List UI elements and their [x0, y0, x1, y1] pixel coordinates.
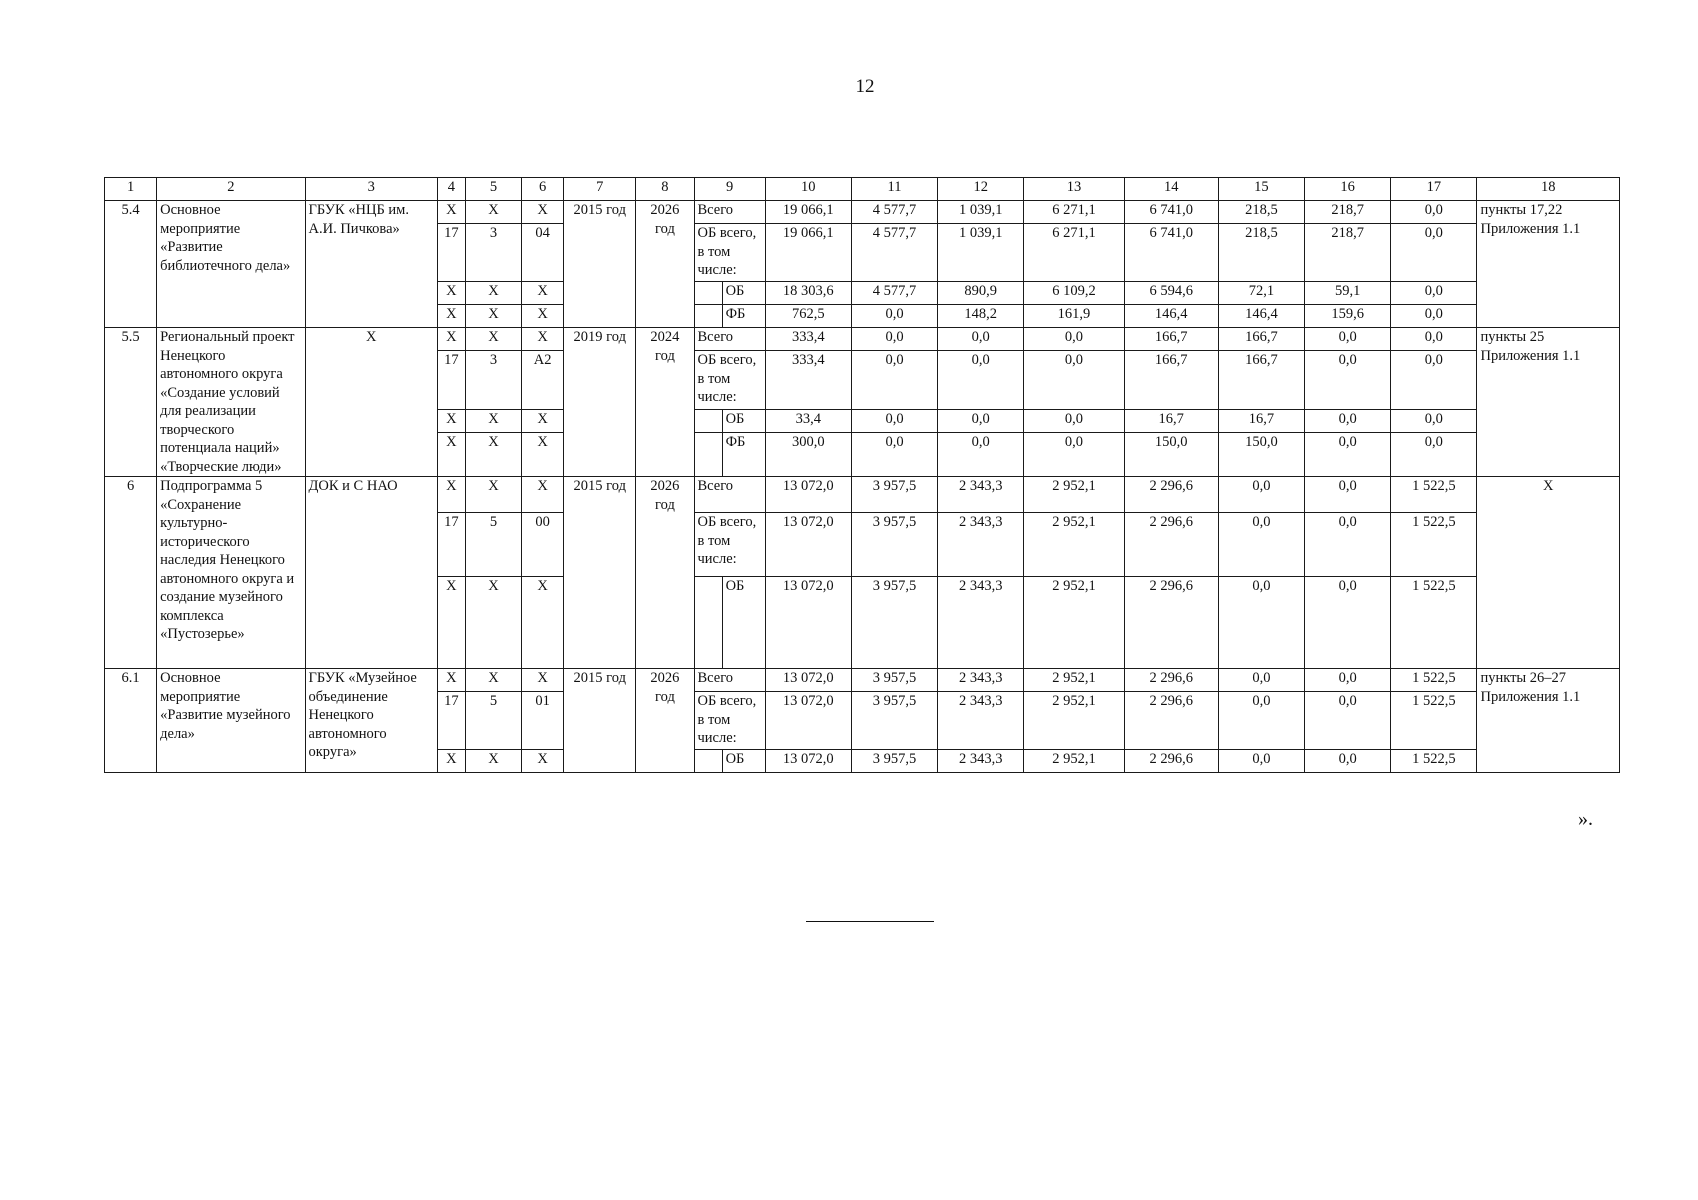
code-cell: Х [522, 669, 564, 692]
value-cell: 2 296,6 [1124, 477, 1218, 513]
header-cell: 13 [1024, 178, 1124, 201]
value-cell: 72,1 [1218, 282, 1304, 305]
source-label: Всего [694, 328, 765, 351]
start-year: 2015 год [564, 477, 636, 669]
code-cell: 17 [437, 351, 465, 409]
end-year: 2026 год [636, 201, 694, 328]
code-cell: Х [437, 750, 465, 773]
value-cell: 2 952,1 [1024, 669, 1124, 692]
code-cell: 00 [522, 513, 564, 577]
value-cell: 13 072,0 [765, 669, 851, 692]
value-cell: 2 296,6 [1124, 750, 1218, 773]
header-cell: 7 [564, 178, 636, 201]
code-cell: 5 [465, 513, 521, 577]
value-cell: 0,0 [1391, 282, 1477, 305]
header-cell: 5 [465, 178, 521, 201]
value-cell: 0,0 [1305, 477, 1391, 513]
value-cell: 3 957,5 [851, 669, 937, 692]
source-label: ОБ всего, в том числе: [694, 692, 765, 750]
code-cell: Х [437, 282, 465, 305]
value-cell: 0,0 [1218, 692, 1304, 750]
code-cell: Х [437, 328, 465, 351]
value-cell: 6 271,1 [1024, 201, 1124, 224]
value-cell: 3 957,5 [851, 477, 937, 513]
value-cell: 0,0 [1305, 692, 1391, 750]
value-cell: 0,0 [1218, 750, 1304, 773]
executor: ДОК и С НАО [305, 477, 437, 669]
value-cell: 0,0 [1305, 432, 1391, 476]
source-label: ФБ [722, 305, 765, 328]
value-cell: 0,0 [851, 409, 937, 432]
value-cell: 218,7 [1305, 224, 1391, 282]
value-cell: 333,4 [765, 351, 851, 409]
header-cell: 17 [1391, 178, 1477, 201]
value-cell: 0,0 [1305, 328, 1391, 351]
value-cell: 218,7 [1305, 201, 1391, 224]
value-cell: 0,0 [851, 432, 937, 476]
value-cell: 333,4 [765, 328, 851, 351]
code-cell: 17 [437, 513, 465, 577]
value-cell: 19 066,1 [765, 224, 851, 282]
source-label: ФБ [722, 432, 765, 476]
value-cell: 6 741,0 [1124, 224, 1218, 282]
code-cell: Х [522, 750, 564, 773]
row-number: 6.1 [105, 669, 157, 773]
code-cell: Х [437, 305, 465, 328]
header-cell: 6 [522, 178, 564, 201]
code-cell: Х [465, 282, 521, 305]
value-cell: 13 072,0 [765, 477, 851, 513]
value-cell: 2 952,1 [1024, 513, 1124, 577]
code-cell: Х [522, 282, 564, 305]
row-number: 5.5 [105, 328, 157, 477]
row-number: 6 [105, 477, 157, 669]
header-cell: 16 [1305, 178, 1391, 201]
indent-cell [694, 432, 722, 476]
code-cell: Х [522, 577, 564, 669]
code-cell: Х [522, 305, 564, 328]
value-cell: 166,7 [1124, 351, 1218, 409]
header-cell: 9 [694, 178, 765, 201]
code-cell: 17 [437, 224, 465, 282]
code-cell: А2 [522, 351, 564, 409]
table-row [105, 201, 1620, 224]
code-cell: Х [437, 669, 465, 692]
value-cell: 1 522,5 [1391, 513, 1477, 577]
value-cell: 161,9 [1024, 305, 1124, 328]
value-cell: 0,0 [1218, 477, 1304, 513]
value-cell: 6 741,0 [1124, 201, 1218, 224]
footer-rule [806, 921, 934, 922]
value-cell: 0,0 [1391, 224, 1477, 282]
value-cell: 218,5 [1218, 201, 1304, 224]
code-cell: Х [522, 409, 564, 432]
source-label: ОБ всего, в том числе: [694, 351, 765, 409]
code-cell: Х [437, 577, 465, 669]
code-cell: Х [465, 201, 521, 224]
value-cell: 0,0 [938, 328, 1024, 351]
code-cell: Х [522, 432, 564, 476]
code-cell: 3 [465, 224, 521, 282]
value-cell: 146,4 [1218, 305, 1304, 328]
value-cell: 59,1 [1305, 282, 1391, 305]
value-cell: 16,7 [1124, 409, 1218, 432]
value-cell: 3 957,5 [851, 513, 937, 577]
value-cell: 0,0 [851, 305, 937, 328]
measure-name: Региональный проект Ненецкого автономного округа «Создание условий для реализации творческого потенциала наций» «Творческие люди» [157, 328, 305, 477]
source-label: Всего [694, 669, 765, 692]
value-cell: 0,0 [1024, 432, 1124, 476]
source-label: ОБ всего, в том числе: [694, 513, 765, 577]
indent-cell [694, 750, 722, 773]
value-cell: 0,0 [938, 351, 1024, 409]
budget-table [104, 177, 1620, 773]
value-cell: 0,0 [851, 328, 937, 351]
measure-name: Основное мероприятие «Развитие музейного дела» [157, 669, 305, 773]
indent-cell [694, 305, 722, 328]
value-cell: 2 343,3 [938, 577, 1024, 669]
table-row [105, 328, 1620, 351]
value-cell: 0,0 [1305, 513, 1391, 577]
note-cell: пункты 17,22 Приложения 1.1 [1477, 201, 1620, 328]
code-cell: Х [465, 577, 521, 669]
start-year: 2019 год [564, 328, 636, 477]
code-cell: Х [437, 409, 465, 432]
value-cell: 0,0 [938, 409, 1024, 432]
note-cell: Х [1477, 477, 1620, 669]
header-cell: 4 [437, 178, 465, 201]
header-cell: 1 [105, 178, 157, 201]
value-cell: 2 343,3 [938, 513, 1024, 577]
value-cell: 890,9 [938, 282, 1024, 305]
value-cell: 13 072,0 [765, 692, 851, 750]
value-cell: 2 952,1 [1024, 692, 1124, 750]
source-label: ОБ [722, 750, 765, 773]
value-cell: 2 343,3 [938, 477, 1024, 513]
value-cell: 3 957,5 [851, 577, 937, 669]
header-cell: 2 [157, 178, 305, 201]
end-year: 2026 год [636, 477, 694, 669]
header-row [105, 178, 1620, 201]
start-year: 2015 год [564, 669, 636, 773]
executor: ГБУК «Музейное объединение Ненецкого автономного округа» [305, 669, 437, 773]
value-cell: 0,0 [1218, 577, 1304, 669]
value-cell: 1 522,5 [1391, 692, 1477, 750]
value-cell: 0,0 [1218, 669, 1304, 692]
closing-quote: ». [1578, 808, 1593, 830]
value-cell: 762,5 [765, 305, 851, 328]
value-cell: 33,4 [765, 409, 851, 432]
value-cell: 1 522,5 [1391, 669, 1477, 692]
measure-name: Основное мероприятие «Развитие библиотечного дела» [157, 201, 305, 328]
note-cell: пункты 25 Приложения 1.1 [1477, 328, 1620, 477]
header-cell: 11 [851, 178, 937, 201]
value-cell: 3 957,5 [851, 692, 937, 750]
value-cell: 2 296,6 [1124, 692, 1218, 750]
value-cell: 0,0 [1391, 201, 1477, 224]
code-cell: Х [465, 669, 521, 692]
table-row [105, 669, 1620, 692]
code-cell: Х [437, 432, 465, 476]
note-cell: пункты 26–27 Приложения 1.1 [1477, 669, 1620, 773]
page-number: 12 [855, 76, 875, 97]
value-cell: 0,0 [1391, 351, 1477, 409]
code-cell: Х [465, 477, 521, 513]
value-cell: 0,0 [1391, 328, 1477, 351]
value-cell: 1 522,5 [1391, 577, 1477, 669]
code-cell: Х [437, 201, 465, 224]
header-cell: 10 [765, 178, 851, 201]
value-cell: 1 522,5 [1391, 477, 1477, 513]
value-cell: 16,7 [1218, 409, 1304, 432]
end-year: 2026 год [636, 669, 694, 773]
measure-name: Подпрограмма 5 «Сохранение культурно-исторического наследия Ненецкого автономного округа и создание музейного комплекса «Пустозерье» [157, 477, 305, 669]
value-cell: 2 343,3 [938, 692, 1024, 750]
code-cell: Х [465, 409, 521, 432]
source-label: Всего [694, 477, 765, 513]
value-cell: 150,0 [1124, 432, 1218, 476]
end-year: 2024 год [636, 328, 694, 477]
value-cell: 0,0 [1305, 577, 1391, 669]
code-cell: Х [465, 432, 521, 476]
header-cell: 15 [1218, 178, 1304, 201]
value-cell: 13 072,0 [765, 750, 851, 773]
value-cell: 0,0 [938, 432, 1024, 476]
header-cell: 12 [938, 178, 1024, 201]
value-cell: 148,2 [938, 305, 1024, 328]
code-cell: 5 [465, 692, 521, 750]
value-cell: 2 952,1 [1024, 477, 1124, 513]
value-cell: 2 296,6 [1124, 669, 1218, 692]
value-cell: 2 343,3 [938, 750, 1024, 773]
value-cell: 218,5 [1218, 224, 1304, 282]
header-cell: 8 [636, 178, 694, 201]
code-cell: 17 [437, 692, 465, 750]
value-cell: 0,0 [1218, 513, 1304, 577]
value-cell: 1 039,1 [938, 224, 1024, 282]
value-cell: 4 577,7 [851, 201, 937, 224]
source-label: ОБ [722, 409, 765, 432]
indent-cell [694, 409, 722, 432]
value-cell: 0,0 [1391, 432, 1477, 476]
header-cell: 14 [1124, 178, 1218, 201]
value-cell: 0,0 [1024, 351, 1124, 409]
value-cell: 4 577,7 [851, 224, 937, 282]
table-row [105, 477, 1620, 513]
indent-cell [694, 282, 722, 305]
code-cell: Х [437, 477, 465, 513]
value-cell: 146,4 [1124, 305, 1218, 328]
executor: Х [305, 328, 437, 477]
value-cell: 3 957,5 [851, 750, 937, 773]
row-number: 5.4 [105, 201, 157, 328]
value-cell: 0,0 [1024, 409, 1124, 432]
value-cell: 2 296,6 [1124, 513, 1218, 577]
value-cell: 0,0 [1305, 351, 1391, 409]
value-cell: 2 343,3 [938, 669, 1024, 692]
code-cell: Х [465, 305, 521, 328]
value-cell: 166,7 [1218, 328, 1304, 351]
code-cell: Х [465, 750, 521, 773]
value-cell: 2 952,1 [1024, 750, 1124, 773]
value-cell: 18 303,6 [765, 282, 851, 305]
value-cell: 166,7 [1218, 351, 1304, 409]
value-cell: 0,0 [1024, 328, 1124, 351]
source-label: ОБ всего, в том числе: [694, 224, 765, 282]
code-cell: 04 [522, 224, 564, 282]
source-label: ОБ [722, 282, 765, 305]
value-cell: 2 952,1 [1024, 577, 1124, 669]
value-cell: 13 072,0 [765, 577, 851, 669]
code-cell: 01 [522, 692, 564, 750]
value-cell: 1 039,1 [938, 201, 1024, 224]
code-cell: Х [522, 328, 564, 351]
value-cell: 2 296,6 [1124, 577, 1218, 669]
code-cell: 3 [465, 351, 521, 409]
value-cell: 0,0 [1305, 750, 1391, 773]
value-cell: 0,0 [851, 351, 937, 409]
start-year: 2015 год [564, 201, 636, 328]
value-cell: 13 072,0 [765, 513, 851, 577]
value-cell: 159,6 [1305, 305, 1391, 328]
value-cell: 150,0 [1218, 432, 1304, 476]
value-cell: 0,0 [1391, 409, 1477, 432]
value-cell: 19 066,1 [765, 201, 851, 224]
source-label: Всего [694, 201, 765, 224]
value-cell: 4 577,7 [851, 282, 937, 305]
value-cell: 0,0 [1305, 669, 1391, 692]
value-cell: 166,7 [1124, 328, 1218, 351]
value-cell: 0,0 [1305, 409, 1391, 432]
source-label: ОБ [722, 577, 765, 669]
value-cell: 6 594,6 [1124, 282, 1218, 305]
value-cell: 0,0 [1391, 305, 1477, 328]
value-cell: 6 271,1 [1024, 224, 1124, 282]
code-cell: Х [522, 201, 564, 224]
code-cell: Х [465, 328, 521, 351]
header-cell: 3 [305, 178, 437, 201]
code-cell: Х [522, 477, 564, 513]
indent-cell [694, 577, 722, 669]
value-cell: 6 109,2 [1024, 282, 1124, 305]
value-cell: 1 522,5 [1391, 750, 1477, 773]
executor: ГБУК «НЦБ им. А.И. Пичкова» [305, 201, 437, 328]
header-cell: 18 [1477, 178, 1620, 201]
value-cell: 300,0 [765, 432, 851, 476]
